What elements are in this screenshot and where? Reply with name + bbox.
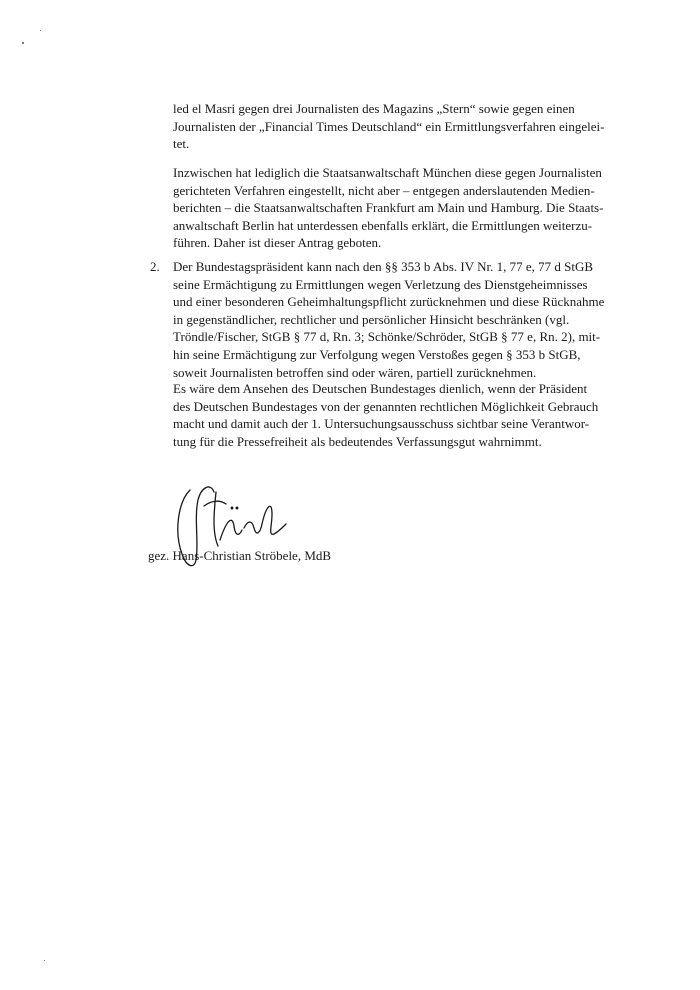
text-line: led el Masri gegen drei Journalisten des Magazins „Stern“ sowie gegen einen xyxy=(173,101,575,116)
text-line: Es wäre dem Ansehen des Deutschen Bundestages dienlich, wenn der Präsident xyxy=(173,381,588,396)
text-line: Inzwischen hat lediglich die Staatsanwaltschaft München diese gegen Journalisten xyxy=(173,165,602,180)
paragraph-1 xyxy=(173,100,605,153)
text-line: tung für die Pressefreiheit als bedeutendes Verfassungsgut wahrnimmt. xyxy=(173,433,542,449)
text-line: des Deutschen Bundestages von der genannten rechtlichen Möglichkeit Gebrauch xyxy=(173,398,599,414)
text-line: und einer besonderen Geheimhaltungspflicht zurücknehmen und diese Rücknahme xyxy=(173,294,605,310)
text-line: in gegenständlicher, rechtlicher und persönlicher Hinsicht beschränken (vgl. xyxy=(173,311,570,327)
text-line: Journalisten der „Financial Times Deutschland“ ein Ermittlungsverfahren eingelei- xyxy=(173,118,605,134)
text-line: führen. Daher ist dieser Antrag geboten. xyxy=(173,235,382,251)
text-line: Tröndle/Fischer, StGB § 77 d, Rn. 3; Schönke/Schröder, StGB § 77 e, Rn. 2), mit- xyxy=(173,329,601,345)
signature-line: gez. Hans-Christian Ströbele, MdB xyxy=(148,548,332,563)
text-line: berichten – die Staatsanwaltschaften Frankfurt am Main und Hamburg. Die Staats- xyxy=(173,200,604,216)
text-line: soweit Journalisten betroffen sind oder wären, partiell zurücknehmen. xyxy=(173,364,537,380)
text-line: tet. xyxy=(173,136,190,152)
paragraph-2 xyxy=(173,164,604,252)
text-line: hin seine Ermächtigung zur Verfolgung wegen Verstoßes gegen § 353 b StGB, xyxy=(173,346,581,362)
list-number: 2. xyxy=(150,259,160,274)
text-line: seine Ermächtigung zu Ermittlungen wegen Verletzung des Dienstgeheimnisses xyxy=(173,276,588,292)
scan-speck xyxy=(40,30,41,31)
paragraph-4 xyxy=(173,380,599,450)
text-line: anwaltschaft Berlin hat unterdessen ebenfalls erklärt, die Ermittlungen weiterzu- xyxy=(173,217,593,233)
text-line: macht und damit auch der 1. Untersuchungsausschuss sichtbar seine Verantwor- xyxy=(173,416,590,432)
scan-speck xyxy=(22,42,24,44)
scan-speck xyxy=(44,960,45,961)
text-line: gerichteten Verfahren eingestellt, nicht aber – entgegen anderslautenden Medien- xyxy=(173,182,595,198)
text-line: Der Bundestagspräsident kann nach den §§ 353 b Abs. IV Nr. 1, 77 e, 77 d StGB xyxy=(173,259,594,274)
list-item-2 xyxy=(173,258,605,381)
